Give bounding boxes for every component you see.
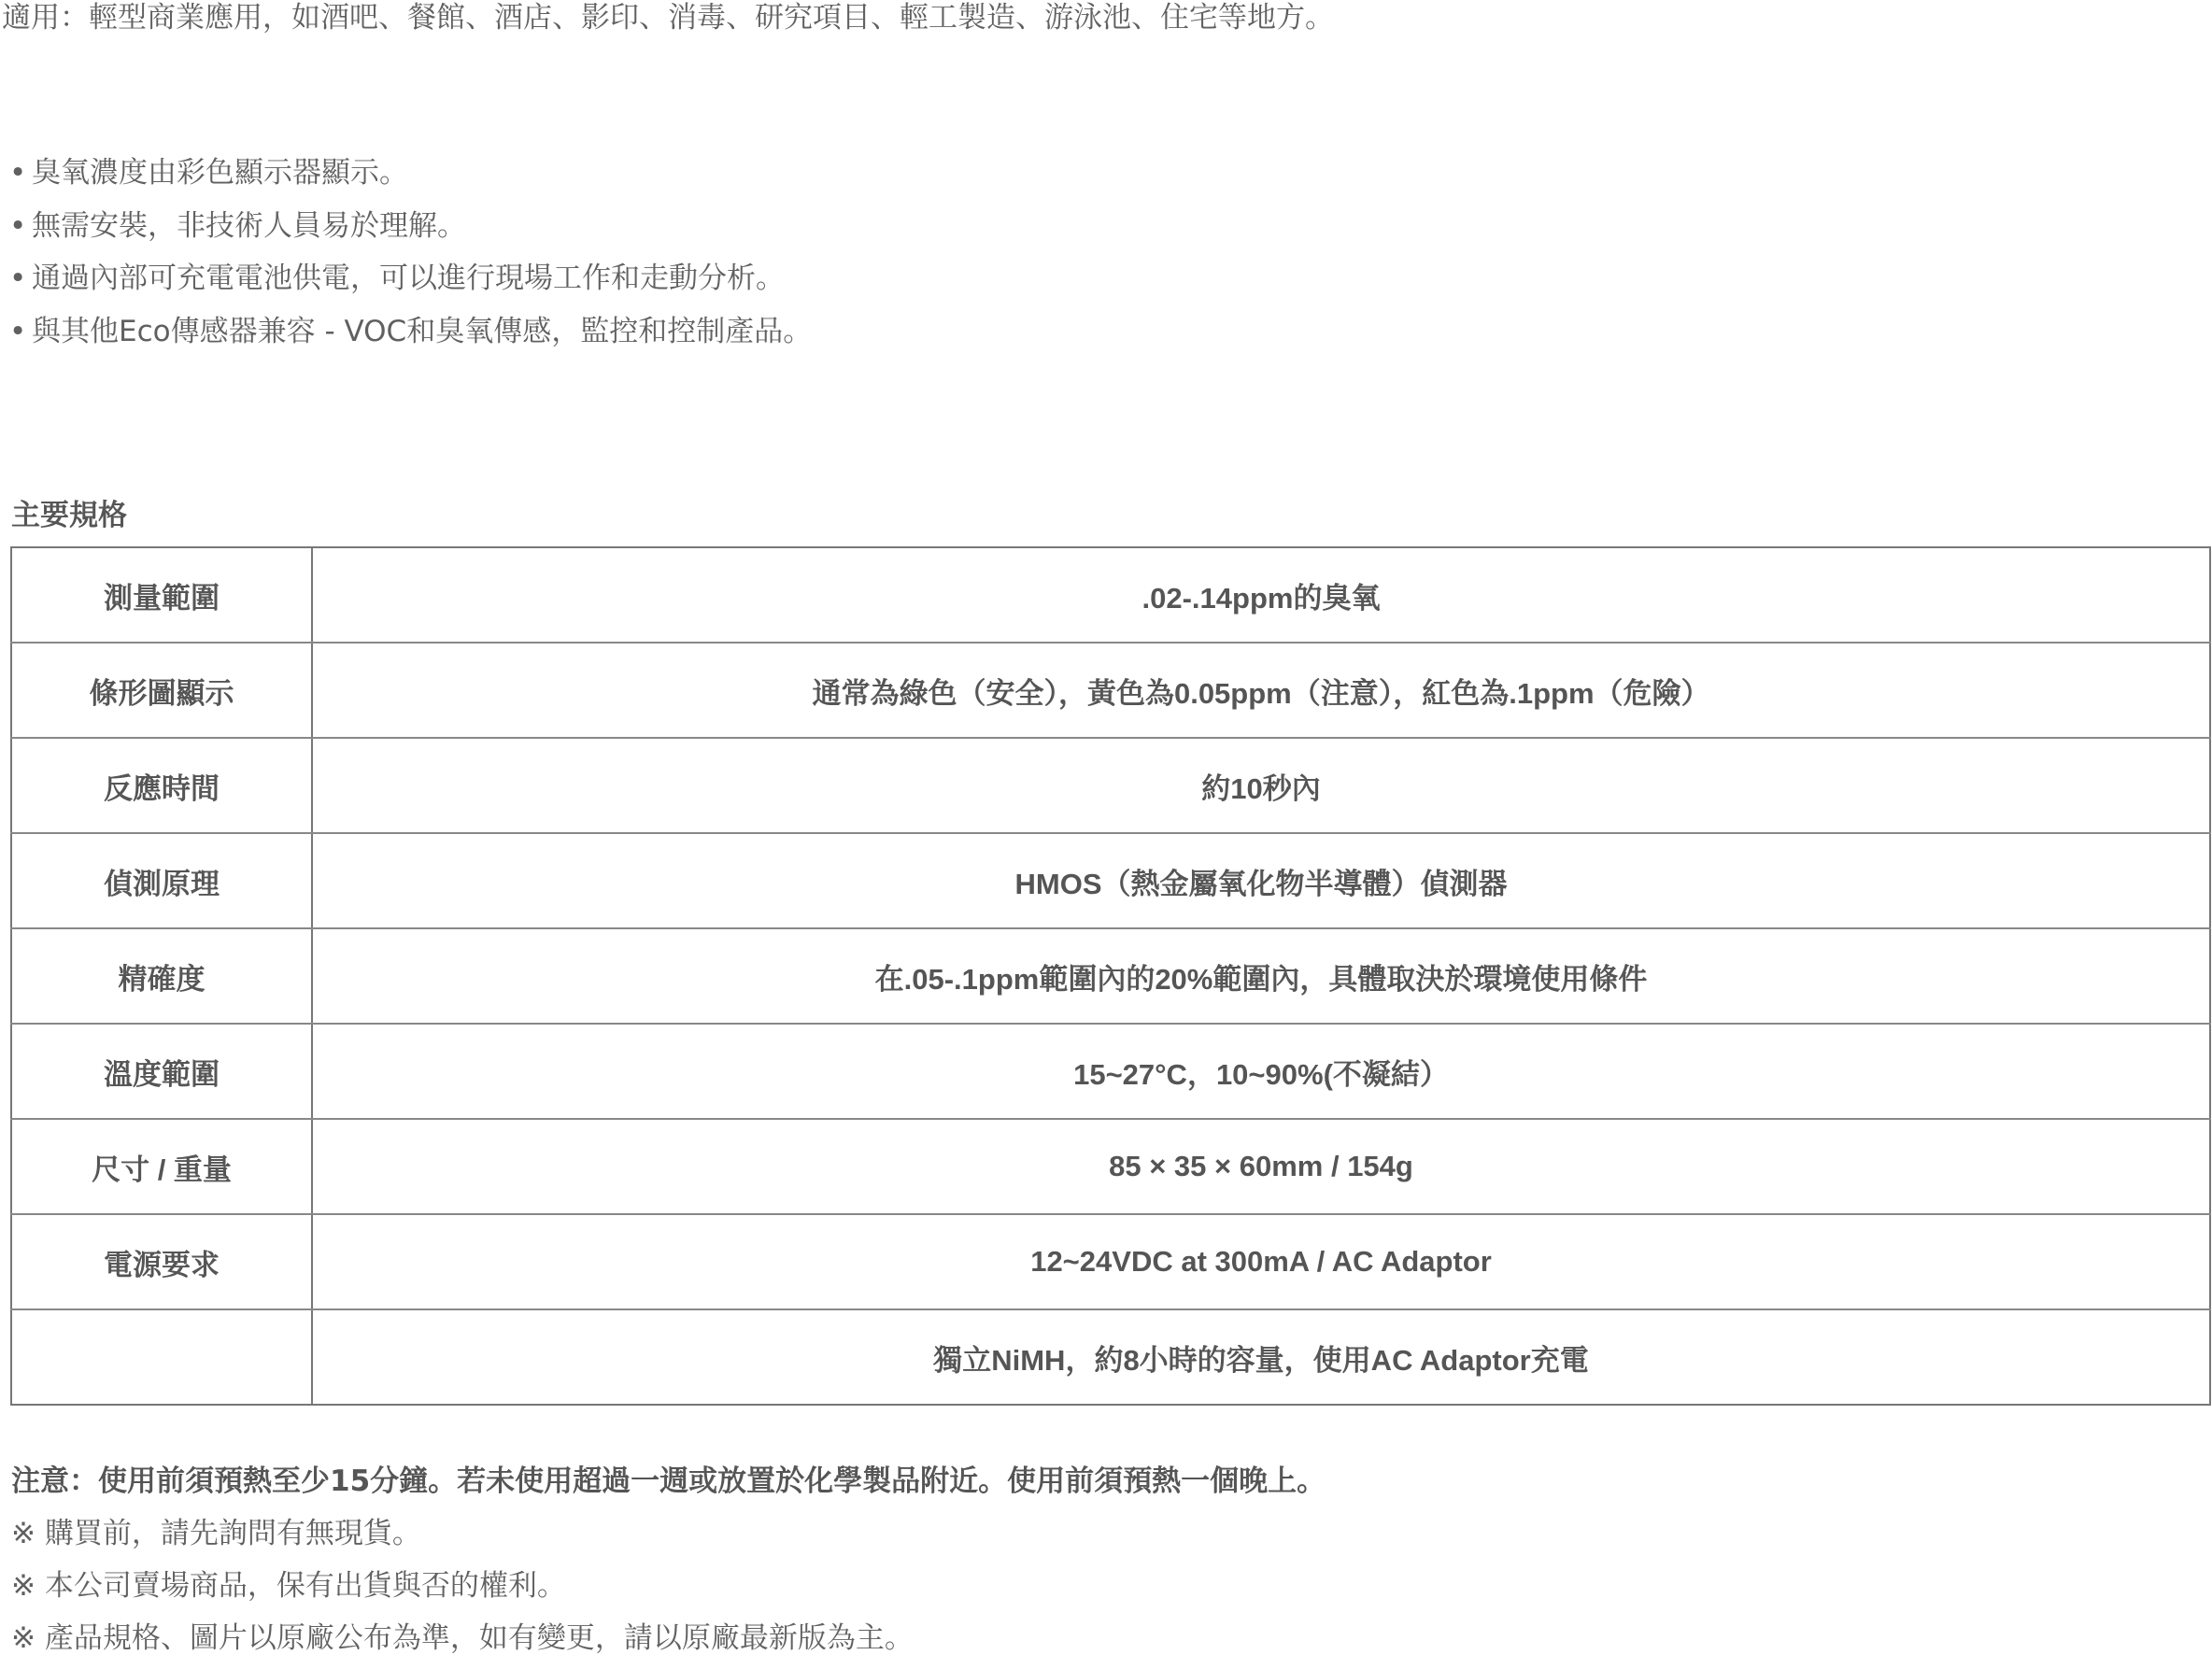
spec-value: 15~27°C，10~90%(不凝結） bbox=[312, 1024, 2210, 1119]
table-row bbox=[11, 738, 2210, 833]
table-row bbox=[11, 833, 2210, 928]
feature-text: 臭氧濃度由彩色顯示器顯示。 bbox=[32, 156, 408, 190]
table-row bbox=[11, 1214, 2210, 1309]
feature-item bbox=[9, 151, 812, 205]
feature-list bbox=[9, 151, 812, 362]
feature-item bbox=[9, 257, 812, 310]
spec-label bbox=[11, 1309, 312, 1405]
spec-label: 測量範圍 bbox=[11, 547, 312, 643]
bullet-icon: • bbox=[9, 156, 27, 190]
table-row bbox=[11, 1309, 2210, 1405]
bullet-icon: • bbox=[9, 314, 27, 348]
spec-label: 條形圖顯示 bbox=[11, 643, 312, 738]
bullet-icon: • bbox=[9, 262, 27, 295]
spec-label: 反應時間 bbox=[11, 738, 312, 833]
spec-label: 精確度 bbox=[11, 928, 312, 1024]
spec-value: 85 × 35 × 60mm / 154g bbox=[312, 1119, 2210, 1214]
feature-text: 與其他Eco傳感器兼容 - VOC和臭氧傳感，監控和控制產品。 bbox=[32, 314, 813, 348]
feature-item bbox=[9, 310, 812, 363]
table-row bbox=[11, 1024, 2210, 1119]
spec-value: 在.05-.1ppm範圍內的20%範圍內，具體取決於環境使用條件 bbox=[312, 928, 2210, 1024]
bullet-icon: • bbox=[9, 208, 27, 243]
table-row bbox=[11, 928, 2210, 1024]
spec-value: 獨立NiMH，約8小時的容量，使用AC Adaptor充電 bbox=[933, 1343, 1589, 1377]
spec-value: 12~24VDC at 300mA / AC Adaptor bbox=[312, 1214, 2210, 1309]
spec-label: 尺寸 / 重量 bbox=[11, 1119, 312, 1214]
notes-section bbox=[11, 1460, 1326, 1669]
table-row bbox=[11, 547, 2210, 643]
note-item: ※ 購買前，請先詢問有無現貨。 bbox=[11, 1517, 421, 1550]
spec-label: 電源要求 bbox=[11, 1214, 312, 1309]
note-item: ※ 產品規格、圖片以原廠公布為準，如有變更，請以原廠最新版為主。 bbox=[11, 1621, 914, 1655]
table-row bbox=[11, 1119, 2210, 1214]
spec-value: 通常為綠色（安全），黃色為0.05ppm（注意），紅色為.1ppm（危險） bbox=[312, 643, 2210, 738]
applicable-uses-text: 適用：輕型商業應用，如酒吧、餐館、酒店、影印、消毒、研究項目、輕工製造、游泳池、住宅等地方。 bbox=[2, 1, 1334, 35]
spec-heading: 主要規格 bbox=[11, 499, 127, 532]
spec-label: 偵測原理 bbox=[11, 833, 312, 928]
spec-table bbox=[10, 546, 2211, 1406]
spec-value: 約10秒內 bbox=[312, 738, 2210, 833]
feature-text: 無需安裝，非技術人員易於理解。 bbox=[32, 208, 466, 243]
spec-label: 溫度範圍 bbox=[11, 1024, 312, 1119]
warning-note: 注意：使用前須預熱至少15分鐘。若未使用超過一週或放置於化學製品附近。使用前須預熱一個晚上。 bbox=[11, 1464, 1326, 1498]
note-item: ※ 本公司賣場商品，保有出貨與否的權利。 bbox=[11, 1569, 566, 1603]
spec-value: .02-.14ppm的臭氧 bbox=[312, 547, 2210, 643]
table-row bbox=[11, 643, 2210, 738]
feature-item bbox=[9, 205, 812, 258]
feature-text: 通過內部可充電電池供電，可以進行現場工作和走動分析。 bbox=[32, 262, 785, 295]
spec-value: HMOS（熱金屬氧化物半導體）偵測器 bbox=[312, 833, 2210, 928]
